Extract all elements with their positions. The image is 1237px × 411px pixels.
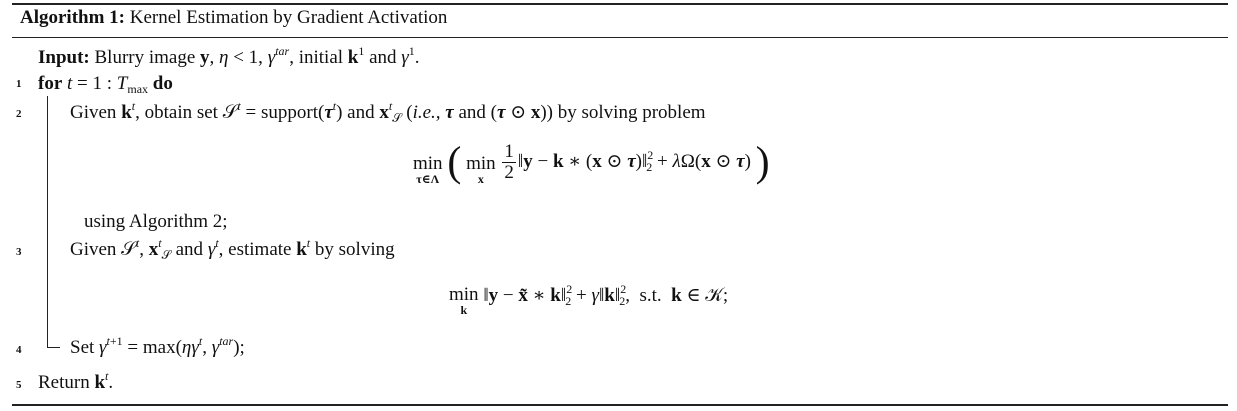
input-line: Input: Blurry image y, η < 1, $\gamma^{tar}$, initial $k^1$ and $\gamma^1$. [38,44,420,68]
caption-title: Kernel Estimation by Gradient Activation [129,7,448,28]
input-label: Input: [38,47,90,68]
step-2-text: Given $k^t$, obtain set 𝒮$^t$ = $support(\tau^t)$ and $x^t_𝒮$ (i.e., τ and (τ ⊙ x)) by solving problem [70,99,706,125]
step-1-for-loop: for t = 1 : $T_{max}$ do [38,73,173,96]
top-rule [12,3,1228,5]
step-4-text: Set $\gamma^{t+1} = \max(\eta\gamma^t$, $\gamma^{tar}$); [70,334,245,358]
loop-end-mark [47,347,60,348]
using-algorithm-2: using Algorithm 2; [84,211,228,232]
step-3-text: Given 𝒮$^t$, $x^t_𝒮$ and $\gamma^t$, estimate $k^t$ by solving [70,236,395,262]
line-number-5: 5 [16,379,22,391]
caption-label: Algorithm 1: [20,7,126,28]
caption-rule [12,37,1228,38]
loop-body-bar [47,96,48,348]
line-number-2: 2 [16,108,22,120]
bottom-rule [12,404,1228,406]
equation-tau-x: min τ∈Λ ( min x $\frac{1}{2}$ ‖y − k ∗ (x ⊙ τ)‖$^2_2$ + λΩ(x ⊙ τ) ) [413,139,770,186]
algorithm-caption [20,7,447,29]
equation-k: min k ‖y − x̃ ∗ k‖$^2_2$ + γ‖k‖$^2_2$, s.t. k ∈ 𝒦; [449,282,729,317]
line-number-1: 1 [16,78,22,90]
line-number-3: 3 [16,246,22,258]
line-number-4: 4 [16,344,22,356]
step-5-text: Return $k^t$. [38,369,114,393]
